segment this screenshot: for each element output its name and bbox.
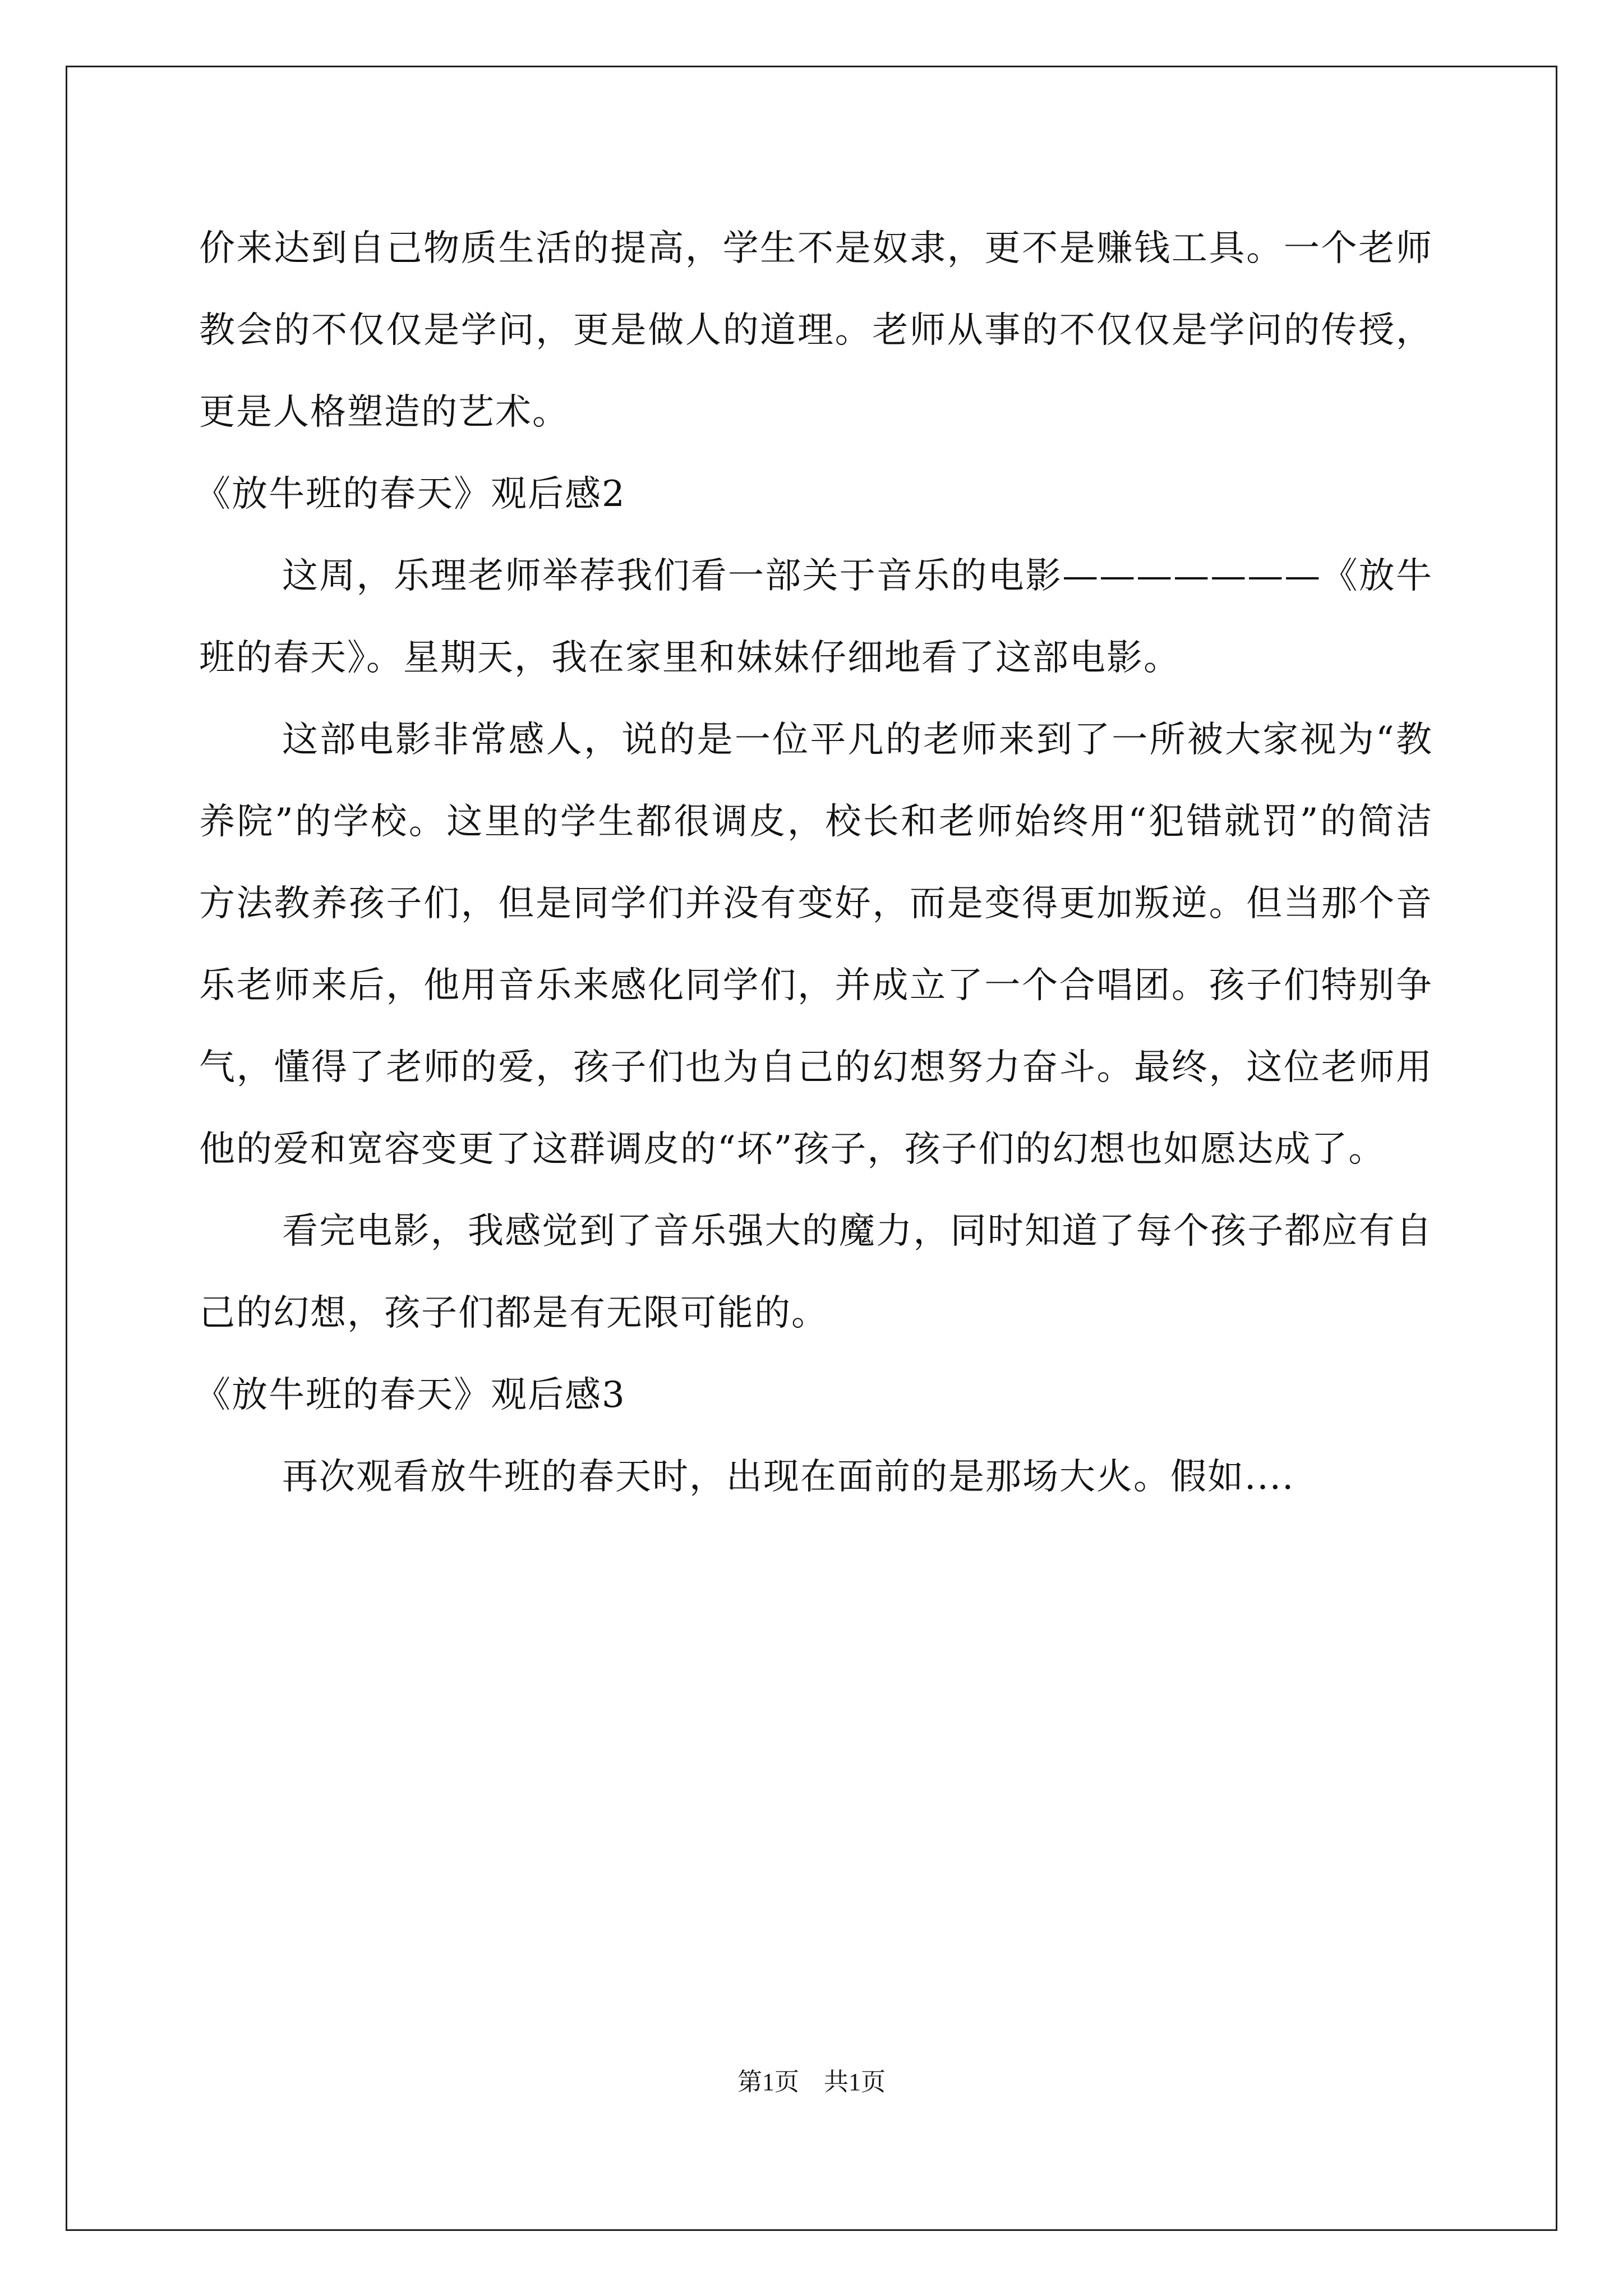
paragraph: 看完电影，我感觉到了音乐强大的魔力，同时知道了每个孩子都应有自己的幻想，孩子们都是有无限可能的。 xyxy=(199,1211,1433,1334)
document-body xyxy=(195,208,1433,1518)
paragraph: 再次观看放牛班的春天时，出现在面前的是那场大火。假如.... xyxy=(282,1456,1295,1498)
section-heading-3: 《放牛班的春天》观后感3 xyxy=(195,1374,626,1416)
page-footer xyxy=(0,2062,1623,2097)
page-number: 第1页 共1页 xyxy=(737,2068,886,2096)
paragraph-continuation: 价来达到自己物质生活的提高，学生不是奴隶，更不是赚钱工具。一个老师教会的不仅仅是学问，更是做人的道理。老师从事的不仅仅是学问的传授，更是人格塑造的艺术。 xyxy=(199,228,1433,433)
paragraph: 这周，乐理老师举荐我们看一部关于音乐的电影———————《放牛班的春天》。星期天，我在家里和妹妹仔细地看了这部电影。 xyxy=(199,555,1433,679)
section-heading-2: 《放牛班的春天》观后感2 xyxy=(195,473,626,515)
paragraph: 这部电影非常感人，说的是一位平凡的老师来到了一所被大家视为“教养院”的学校。这里的学生都很调皮，校长和老师始终用“犯错就罚”的简洁方法教养孩子们，但是同学们并没有变好，而是变得更加叛逆。但当那个音乐老师来后，他用音乐来感化同学们，并成立了一个合唱团。孩子们特别争气，懂得了老师的爱，孩子们也为自己的幻想努力奋斗。最终，这位老师用他的爱和宽容变更了这群调皮的“坏”孩子，孩子们的幻想也如愿达成了。 xyxy=(199,719,1433,1170)
